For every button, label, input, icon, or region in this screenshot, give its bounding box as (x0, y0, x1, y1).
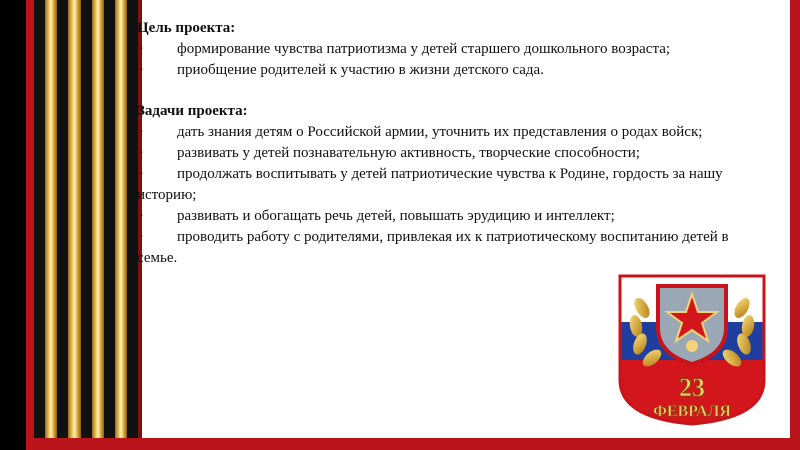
bullet-dot: · (139, 124, 144, 140)
task-item-text: развивать у детей познавательную активность, творческие способности; (177, 145, 640, 161)
task-item-text: проводить работу с родителями, привлекая их к патриотическому воспитанию детей в семье. (137, 229, 729, 266)
bullet-dot: · (139, 208, 144, 224)
task-item (137, 206, 737, 227)
goal-item-text: формирование чувства патриотизма у детей старшего дошкольного возраста; (177, 41, 671, 57)
bullet-dot: · (139, 166, 144, 182)
february-23-emblem (614, 268, 770, 426)
tasks-heading: Задачи проекта: (137, 103, 248, 119)
task-item (137, 227, 737, 269)
goal-item (137, 39, 737, 60)
emblem-number: 23 (679, 373, 705, 402)
task-item (137, 143, 737, 164)
goal-item-text: приобщение родителей к участию в жизни детского сада. (177, 62, 544, 78)
bullet-dot: · (139, 41, 144, 57)
st-george-ribbon (34, 0, 142, 438)
emblem-month: ФЕВРАЛЯ (653, 403, 731, 420)
slide-frame (26, 0, 800, 450)
slide-content (137, 18, 737, 269)
goal-heading: Цель проекта: (137, 20, 236, 36)
slide (34, 0, 790, 438)
goal-item (137, 60, 737, 81)
task-item-text: дать знания детям о Российской армии, уточнить их представления о родах войск; (177, 124, 703, 140)
task-item (137, 122, 737, 143)
task-item (137, 164, 737, 206)
task-item-text: развивать и обогащать речь детей, повышать эрудицию и интеллект; (177, 208, 615, 224)
bullet-dot: · (139, 229, 144, 245)
bullet-dot: · (139, 145, 144, 161)
task-item-text: продолжать воспитывать у детей патриотические чувства к Родине, гордость за нашу историю; (137, 166, 723, 203)
bullet-dot: · (139, 62, 144, 78)
